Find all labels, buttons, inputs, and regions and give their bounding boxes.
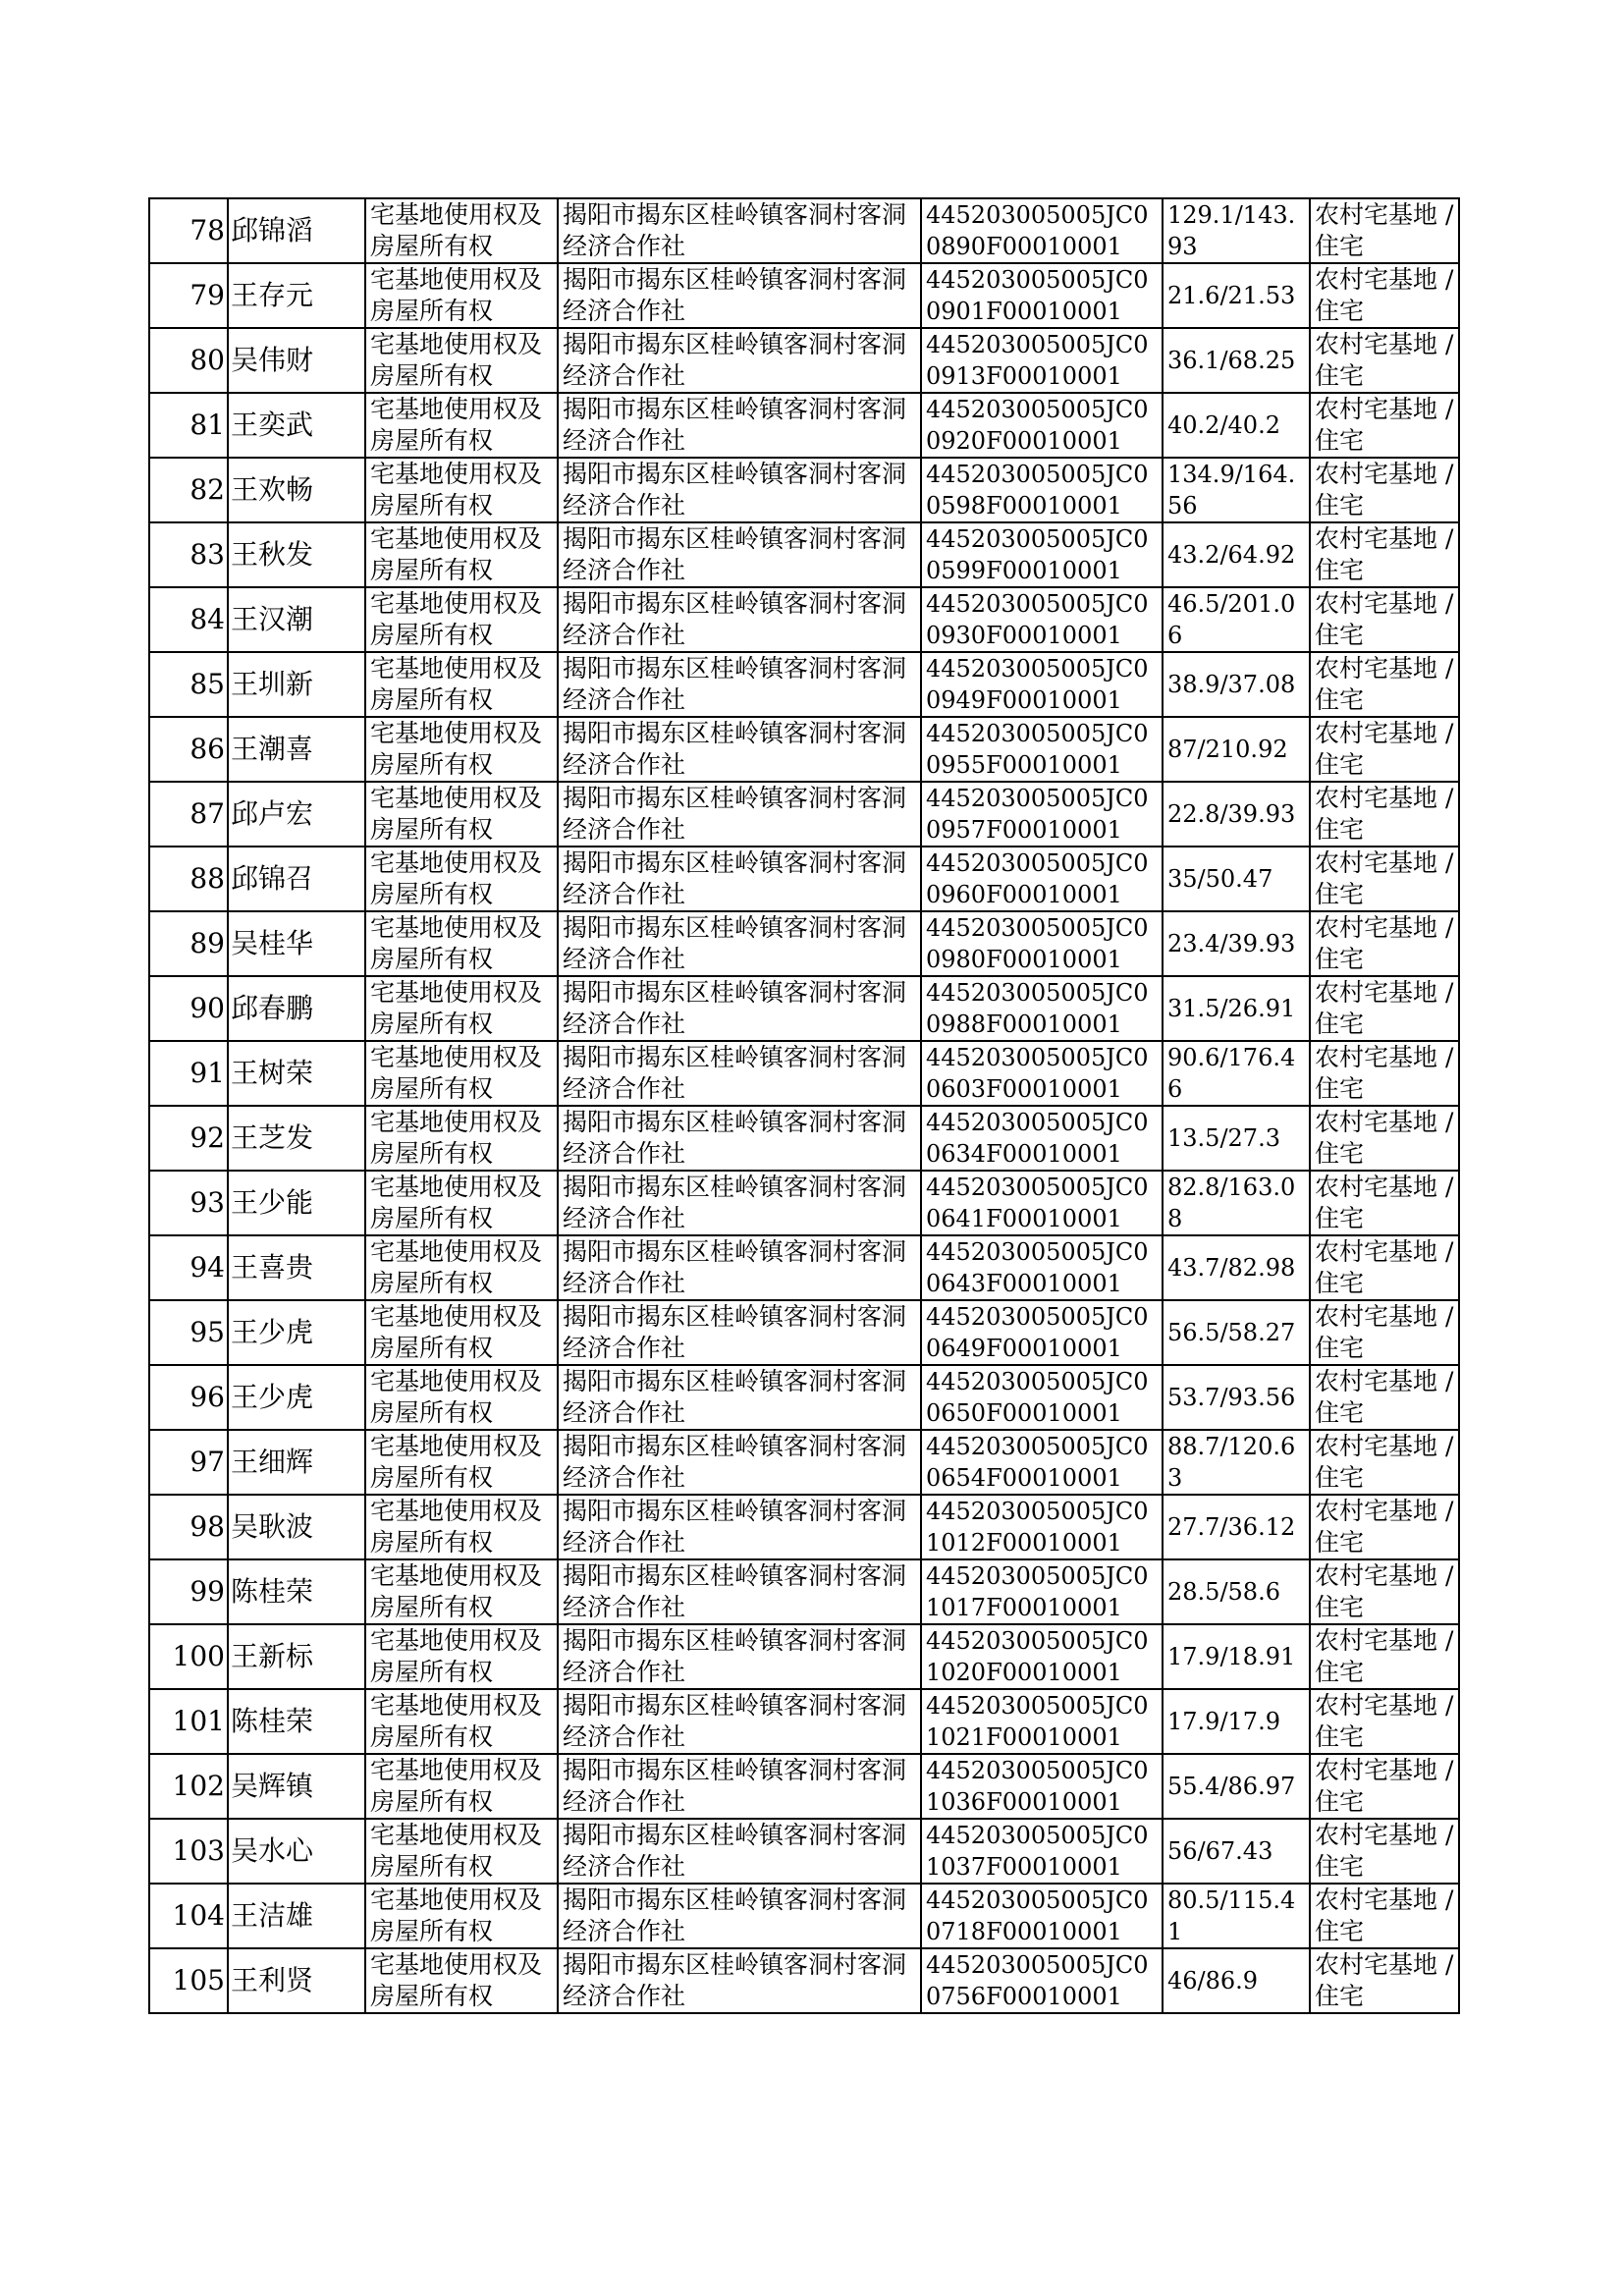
right-type-cell: 宅基地使用权及房屋所有权: [365, 1624, 558, 1689]
area-value-cell: 53.7/93.56: [1163, 1365, 1310, 1430]
right-type-cell: 宅基地使用权及房屋所有权: [365, 1171, 558, 1235]
usage-type-cell: 农村宅基地 / 住宅: [1310, 1559, 1459, 1624]
table-row: [149, 1689, 1459, 1754]
usage-type-cell: 农村宅基地 / 住宅: [1310, 1430, 1459, 1495]
land-holder-cell: 揭阳市揭东区桂岭镇客洞村客洞经济合作社: [558, 1171, 921, 1235]
right-type-cell: 宅基地使用权及房屋所有权: [365, 393, 558, 458]
land-holder-cell: 揭阳市揭东区桂岭镇客洞村客洞经济合作社: [558, 717, 921, 782]
right-type-cell: 宅基地使用权及房屋所有权: [365, 782, 558, 847]
land-holder-cell: 揭阳市揭东区桂岭镇客洞村客洞经济合作社: [558, 1300, 921, 1365]
area-value-cell: 28.5/58.6: [1163, 1559, 1310, 1624]
row-number-cell: 105: [149, 1948, 228, 2013]
parcel-code-cell: 445203005005JC01020F00010001: [921, 1624, 1163, 1689]
table-row: [149, 1106, 1459, 1171]
area-value-cell: 55.4/86.97: [1163, 1754, 1310, 1819]
land-holder-cell: 揭阳市揭东区桂岭镇客洞村客洞经济合作社: [558, 1754, 921, 1819]
right-type-cell: 宅基地使用权及房屋所有权: [365, 1041, 558, 1106]
table-row: [149, 458, 1459, 522]
parcel-code-cell: 445203005005JC00920F00010001: [921, 393, 1163, 458]
parcel-code-cell: 445203005005JC01021F00010001: [921, 1689, 1163, 1754]
land-holder-cell: 揭阳市揭东区桂岭镇客洞村客洞经济合作社: [558, 911, 921, 976]
row-number-cell: 98: [149, 1495, 228, 1559]
table-row: [149, 587, 1459, 652]
usage-type-cell: 农村宅基地 / 住宅: [1310, 1171, 1459, 1235]
owner-name-cell: 陈桂荣: [228, 1689, 365, 1754]
area-value-cell: 46.5/201.06: [1163, 587, 1310, 652]
right-type-cell: 宅基地使用权及房屋所有权: [365, 717, 558, 782]
owner-name-cell: 邱锦滔: [228, 198, 365, 263]
table-row: [149, 522, 1459, 587]
land-holder-cell: 揭阳市揭东区桂岭镇客洞村客洞经济合作社: [558, 1041, 921, 1106]
area-value-cell: 129.1/143.93: [1163, 198, 1310, 263]
land-holder-cell: 揭阳市揭东区桂岭镇客洞村客洞经济合作社: [558, 1559, 921, 1624]
usage-type-cell: 农村宅基地 / 住宅: [1310, 1948, 1459, 2013]
table-row: [149, 1430, 1459, 1495]
land-holder-cell: 揭阳市揭东区桂岭镇客洞村客洞经济合作社: [558, 458, 921, 522]
right-type-cell: 宅基地使用权及房屋所有权: [365, 458, 558, 522]
table-row: [149, 328, 1459, 393]
owner-name-cell: 吴水心: [228, 1819, 365, 1884]
parcel-code-cell: 445203005005JC00641F00010001: [921, 1171, 1163, 1235]
usage-type-cell: 农村宅基地 / 住宅: [1310, 1300, 1459, 1365]
usage-type-cell: 农村宅基地 / 住宅: [1310, 198, 1459, 263]
usage-type-cell: 农村宅基地 / 住宅: [1310, 717, 1459, 782]
table-row: [149, 1624, 1459, 1689]
parcel-code-cell: 445203005005JC00960F00010001: [921, 847, 1163, 911]
right-type-cell: 宅基地使用权及房屋所有权: [365, 1754, 558, 1819]
usage-type-cell: 农村宅基地 / 住宅: [1310, 1495, 1459, 1559]
row-number-cell: 103: [149, 1819, 228, 1884]
table-row: [149, 1819, 1459, 1884]
land-holder-cell: 揭阳市揭东区桂岭镇客洞村客洞经济合作社: [558, 1689, 921, 1754]
table-row: [149, 1754, 1459, 1819]
usage-type-cell: 农村宅基地 / 住宅: [1310, 1754, 1459, 1819]
owner-name-cell: 吴辉镇: [228, 1754, 365, 1819]
right-type-cell: 宅基地使用权及房屋所有权: [365, 1495, 558, 1559]
land-holder-cell: 揭阳市揭东区桂岭镇客洞村客洞经济合作社: [558, 1948, 921, 2013]
owner-name-cell: 吴伟财: [228, 328, 365, 393]
usage-type-cell: 农村宅基地 / 住宅: [1310, 1689, 1459, 1754]
parcel-code-cell: 445203005005JC01036F00010001: [921, 1754, 1163, 1819]
parcel-code-cell: 445203005005JC00957F00010001: [921, 782, 1163, 847]
usage-type-cell: 农村宅基地 / 住宅: [1310, 1235, 1459, 1300]
right-type-cell: 宅基地使用权及房屋所有权: [365, 911, 558, 976]
table-row: [149, 1495, 1459, 1559]
right-type-cell: 宅基地使用权及房屋所有权: [365, 1365, 558, 1430]
row-number-cell: 89: [149, 911, 228, 976]
area-value-cell: 90.6/176.46: [1163, 1041, 1310, 1106]
table-row: [149, 782, 1459, 847]
land-holder-cell: 揭阳市揭东区桂岭镇客洞村客洞经济合作社: [558, 1235, 921, 1300]
parcel-code-cell: 445203005005JC00890F00010001: [921, 198, 1163, 263]
usage-type-cell: 农村宅基地 / 住宅: [1310, 1106, 1459, 1171]
registry-table: [148, 197, 1460, 2014]
table-row: [149, 717, 1459, 782]
land-holder-cell: 揭阳市揭东区桂岭镇客洞村客洞经济合作社: [558, 587, 921, 652]
table-row: [149, 263, 1459, 328]
area-value-cell: 56/67.43: [1163, 1819, 1310, 1884]
area-value-cell: 35/50.47: [1163, 847, 1310, 911]
owner-name-cell: 王树荣: [228, 1041, 365, 1106]
area-value-cell: 43.2/64.92: [1163, 522, 1310, 587]
parcel-code-cell: 445203005005JC00598F00010001: [921, 458, 1163, 522]
owner-name-cell: 邱锦召: [228, 847, 365, 911]
owner-name-cell: 王少能: [228, 1171, 365, 1235]
owner-name-cell: 王秋发: [228, 522, 365, 587]
usage-type-cell: 农村宅基地 / 住宅: [1310, 393, 1459, 458]
right-type-cell: 宅基地使用权及房屋所有权: [365, 847, 558, 911]
area-value-cell: 22.8/39.93: [1163, 782, 1310, 847]
row-number-cell: 79: [149, 263, 228, 328]
usage-type-cell: 农村宅基地 / 住宅: [1310, 1819, 1459, 1884]
right-type-cell: 宅基地使用权及房屋所有权: [365, 1689, 558, 1754]
table-row: [149, 976, 1459, 1041]
usage-type-cell: 农村宅基地 / 住宅: [1310, 1624, 1459, 1689]
parcel-code-cell: 445203005005JC00901F00010001: [921, 263, 1163, 328]
owner-name-cell: 吴耿波: [228, 1495, 365, 1559]
usage-type-cell: 农村宅基地 / 住宅: [1310, 587, 1459, 652]
row-number-cell: 99: [149, 1559, 228, 1624]
row-number-cell: 88: [149, 847, 228, 911]
parcel-code-cell: 445203005005JC00988F00010001: [921, 976, 1163, 1041]
owner-name-cell: 吴桂华: [228, 911, 365, 976]
row-number-cell: 91: [149, 1041, 228, 1106]
table-row: [149, 1884, 1459, 1948]
usage-type-cell: 农村宅基地 / 住宅: [1310, 1041, 1459, 1106]
row-number-cell: 102: [149, 1754, 228, 1819]
owner-name-cell: 王奕武: [228, 393, 365, 458]
table-row: [149, 1171, 1459, 1235]
row-number-cell: 81: [149, 393, 228, 458]
usage-type-cell: 农村宅基地 / 住宅: [1310, 1884, 1459, 1948]
land-holder-cell: 揭阳市揭东区桂岭镇客洞村客洞经济合作社: [558, 1495, 921, 1559]
area-value-cell: 134.9/164.56: [1163, 458, 1310, 522]
land-holder-cell: 揭阳市揭东区桂岭镇客洞村客洞经济合作社: [558, 263, 921, 328]
owner-name-cell: 王喜贵: [228, 1235, 365, 1300]
row-number-cell: 101: [149, 1689, 228, 1754]
parcel-code-cell: 445203005005JC00649F00010001: [921, 1300, 1163, 1365]
right-type-cell: 宅基地使用权及房屋所有权: [365, 976, 558, 1041]
table-row: [149, 1041, 1459, 1106]
row-number-cell: 87: [149, 782, 228, 847]
owner-name-cell: 邱卢宏: [228, 782, 365, 847]
owner-name-cell: 王新标: [228, 1624, 365, 1689]
table-row: [149, 911, 1459, 976]
area-value-cell: 38.9/37.08: [1163, 652, 1310, 717]
table-row: [149, 1365, 1459, 1430]
owner-name-cell: 王少虎: [228, 1365, 365, 1430]
area-value-cell: 87/210.92: [1163, 717, 1310, 782]
area-value-cell: 31.5/26.91: [1163, 976, 1310, 1041]
right-type-cell: 宅基地使用权及房屋所有权: [365, 328, 558, 393]
owner-name-cell: 王洁雄: [228, 1884, 365, 1948]
area-value-cell: 17.9/18.91: [1163, 1624, 1310, 1689]
area-value-cell: 80.5/115.41: [1163, 1884, 1310, 1948]
row-number-cell: 85: [149, 652, 228, 717]
table-row: [149, 1300, 1459, 1365]
usage-type-cell: 农村宅基地 / 住宅: [1310, 1365, 1459, 1430]
usage-type-cell: 农村宅基地 / 住宅: [1310, 458, 1459, 522]
row-number-cell: 82: [149, 458, 228, 522]
land-holder-cell: 揭阳市揭东区桂岭镇客洞村客洞经济合作社: [558, 522, 921, 587]
parcel-code-cell: 445203005005JC01017F00010001: [921, 1559, 1163, 1624]
land-holder-cell: 揭阳市揭东区桂岭镇客洞村客洞经济合作社: [558, 1365, 921, 1430]
parcel-code-cell: 445203005005JC00949F00010001: [921, 652, 1163, 717]
land-holder-cell: 揭阳市揭东区桂岭镇客洞村客洞经济合作社: [558, 1819, 921, 1884]
land-holder-cell: 揭阳市揭东区桂岭镇客洞村客洞经济合作社: [558, 1884, 921, 1948]
owner-name-cell: 王潮喜: [228, 717, 365, 782]
row-number-cell: 94: [149, 1235, 228, 1300]
parcel-code-cell: 445203005005JC00980F00010001: [921, 911, 1163, 976]
right-type-cell: 宅基地使用权及房屋所有权: [365, 652, 558, 717]
usage-type-cell: 农村宅基地 / 住宅: [1310, 522, 1459, 587]
row-number-cell: 96: [149, 1365, 228, 1430]
row-number-cell: 97: [149, 1430, 228, 1495]
parcel-code-cell: 445203005005JC00930F00010001: [921, 587, 1163, 652]
owner-name-cell: 王少虎: [228, 1300, 365, 1365]
land-holder-cell: 揭阳市揭东区桂岭镇客洞村客洞经济合作社: [558, 1106, 921, 1171]
owner-name-cell: 王芝发: [228, 1106, 365, 1171]
table-row: [149, 1948, 1459, 2013]
area-value-cell: 21.6/21.53: [1163, 263, 1310, 328]
parcel-code-cell: 445203005005JC00634F00010001: [921, 1106, 1163, 1171]
area-value-cell: 46/86.9: [1163, 1948, 1310, 2013]
registry-table-body: [149, 198, 1459, 2013]
parcel-code-cell: 445203005005JC00603F00010001: [921, 1041, 1163, 1106]
land-holder-cell: 揭阳市揭东区桂岭镇客洞村客洞经济合作社: [558, 1430, 921, 1495]
usage-type-cell: 农村宅基地 / 住宅: [1310, 263, 1459, 328]
land-holder-cell: 揭阳市揭东区桂岭镇客洞村客洞经济合作社: [558, 328, 921, 393]
right-type-cell: 宅基地使用权及房屋所有权: [365, 1819, 558, 1884]
table-row: [149, 1235, 1459, 1300]
parcel-code-cell: 445203005005JC00718F00010001: [921, 1884, 1163, 1948]
row-number-cell: 95: [149, 1300, 228, 1365]
parcel-code-cell: 445203005005JC01012F00010001: [921, 1495, 1163, 1559]
row-number-cell: 83: [149, 522, 228, 587]
table-row: [149, 393, 1459, 458]
row-number-cell: 78: [149, 198, 228, 263]
owner-name-cell: 王细辉: [228, 1430, 365, 1495]
right-type-cell: 宅基地使用权及房屋所有权: [365, 198, 558, 263]
usage-type-cell: 农村宅基地 / 住宅: [1310, 911, 1459, 976]
parcel-code-cell: 445203005005JC01037F00010001: [921, 1819, 1163, 1884]
parcel-code-cell: 445203005005JC00654F00010001: [921, 1430, 1163, 1495]
area-value-cell: 88.7/120.63: [1163, 1430, 1310, 1495]
owner-name-cell: 邱春鹏: [228, 976, 365, 1041]
area-value-cell: 43.7/82.98: [1163, 1235, 1310, 1300]
table-row: [149, 1559, 1459, 1624]
owner-name-cell: 王利贤: [228, 1948, 365, 2013]
usage-type-cell: 农村宅基地 / 住宅: [1310, 328, 1459, 393]
land-holder-cell: 揭阳市揭东区桂岭镇客洞村客洞经济合作社: [558, 976, 921, 1041]
table-row: [149, 198, 1459, 263]
usage-type-cell: 农村宅基地 / 住宅: [1310, 652, 1459, 717]
right-type-cell: 宅基地使用权及房屋所有权: [365, 1235, 558, 1300]
land-holder-cell: 揭阳市揭东区桂岭镇客洞村客洞经济合作社: [558, 652, 921, 717]
parcel-code-cell: 445203005005JC00913F00010001: [921, 328, 1163, 393]
row-number-cell: 90: [149, 976, 228, 1041]
owner-name-cell: 陈桂荣: [228, 1559, 365, 1624]
right-type-cell: 宅基地使用权及房屋所有权: [365, 522, 558, 587]
land-holder-cell: 揭阳市揭东区桂岭镇客洞村客洞经济合作社: [558, 393, 921, 458]
land-holder-cell: 揭阳市揭东区桂岭镇客洞村客洞经济合作社: [558, 198, 921, 263]
usage-type-cell: 农村宅基地 / 住宅: [1310, 782, 1459, 847]
right-type-cell: 宅基地使用权及房屋所有权: [365, 1559, 558, 1624]
parcel-code-cell: 445203005005JC00756F00010001: [921, 1948, 1163, 2013]
parcel-code-cell: 445203005005JC00643F00010001: [921, 1235, 1163, 1300]
row-number-cell: 104: [149, 1884, 228, 1948]
area-value-cell: 36.1/68.25: [1163, 328, 1310, 393]
owner-name-cell: 王汉潮: [228, 587, 365, 652]
land-holder-cell: 揭阳市揭东区桂岭镇客洞村客洞经济合作社: [558, 782, 921, 847]
area-value-cell: 17.9/17.9: [1163, 1689, 1310, 1754]
parcel-code-cell: 445203005005JC00599F00010001: [921, 522, 1163, 587]
row-number-cell: 92: [149, 1106, 228, 1171]
row-number-cell: 86: [149, 717, 228, 782]
right-type-cell: 宅基地使用权及房屋所有权: [365, 1430, 558, 1495]
row-number-cell: 100: [149, 1624, 228, 1689]
area-value-cell: 13.5/27.3: [1163, 1106, 1310, 1171]
owner-name-cell: 王欢畅: [228, 458, 365, 522]
land-holder-cell: 揭阳市揭东区桂岭镇客洞村客洞经济合作社: [558, 847, 921, 911]
land-holder-cell: 揭阳市揭东区桂岭镇客洞村客洞经济合作社: [558, 1624, 921, 1689]
row-number-cell: 93: [149, 1171, 228, 1235]
table-row: [149, 847, 1459, 911]
usage-type-cell: 农村宅基地 / 住宅: [1310, 976, 1459, 1041]
owner-name-cell: 王圳新: [228, 652, 365, 717]
row-number-cell: 80: [149, 328, 228, 393]
right-type-cell: 宅基地使用权及房屋所有权: [365, 587, 558, 652]
right-type-cell: 宅基地使用权及房屋所有权: [365, 1300, 558, 1365]
right-type-cell: 宅基地使用权及房屋所有权: [365, 263, 558, 328]
table-row: [149, 652, 1459, 717]
area-value-cell: 27.7/36.12: [1163, 1495, 1310, 1559]
owner-name-cell: 王存元: [228, 263, 365, 328]
right-type-cell: 宅基地使用权及房屋所有权: [365, 1106, 558, 1171]
area-value-cell: 40.2/40.2: [1163, 393, 1310, 458]
usage-type-cell: 农村宅基地 / 住宅: [1310, 847, 1459, 911]
parcel-code-cell: 445203005005JC00955F00010001: [921, 717, 1163, 782]
parcel-code-cell: 445203005005JC00650F00010001: [921, 1365, 1163, 1430]
area-value-cell: 82.8/163.08: [1163, 1171, 1310, 1235]
area-value-cell: 56.5/58.27: [1163, 1300, 1310, 1365]
right-type-cell: 宅基地使用权及房屋所有权: [365, 1884, 558, 1948]
area-value-cell: 23.4/39.93: [1163, 911, 1310, 976]
right-type-cell: 宅基地使用权及房屋所有权: [365, 1948, 558, 2013]
row-number-cell: 84: [149, 587, 228, 652]
